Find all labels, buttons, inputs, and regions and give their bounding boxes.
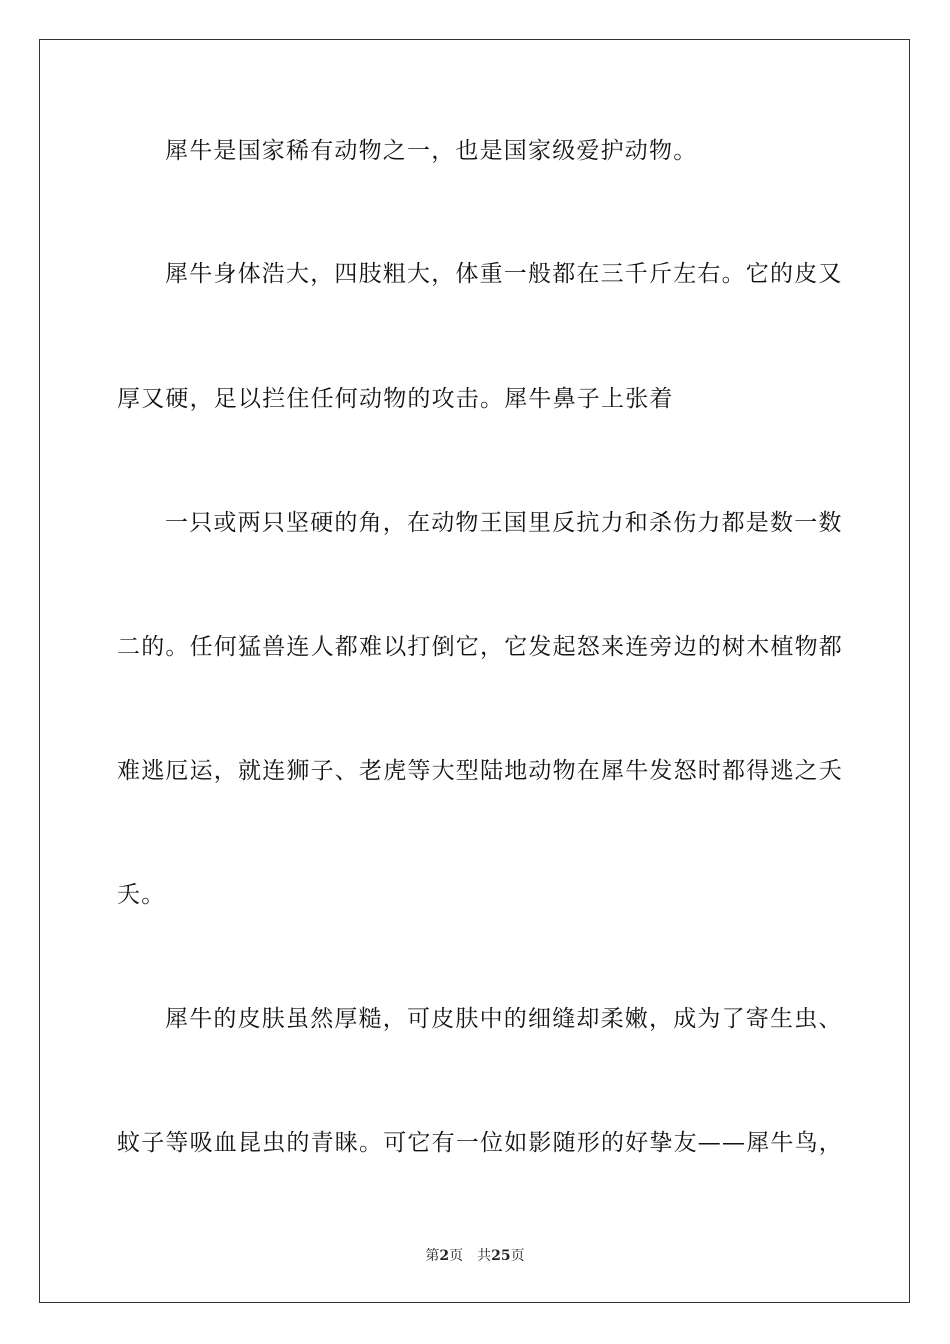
paragraph-line: 难逃厄运，就连狮子、老虎等大型陆地动物在犀牛发怒时都得逃之夭 xyxy=(117,758,843,784)
page-border xyxy=(39,39,910,1303)
footer-middle: 页 共 xyxy=(449,1248,492,1264)
paragraph-line: 犀牛是国家稀有动物之一，也是国家级爱护动物。 xyxy=(165,138,698,164)
paragraph-line: 犀牛的皮肤虽然厚糙，可皮肤中的细缝却柔嫩，成为了寄生虫、 xyxy=(165,1006,843,1032)
page-footer xyxy=(0,1247,950,1265)
footer-prefix: 第 xyxy=(425,1248,440,1264)
paragraph-line: 犀牛身体浩大，四肢粗大，体重一般都在三千斤左右。它的皮又 xyxy=(165,261,843,287)
paragraph-line: 蚊子等吸血昆虫的青睐。可它有一位如影随形的好挚友——犀牛鸟， xyxy=(117,1130,843,1156)
paragraph-line: 一只或两只坚硬的角，在动物王国里反抗力和杀伤力都是数一数 xyxy=(165,510,843,536)
total-page-count: 25 xyxy=(491,1248,511,1264)
footer-suffix: 页 xyxy=(510,1248,525,1264)
current-page-number: 2 xyxy=(439,1248,450,1264)
paragraph-line: 厚又硬，足以拦住任何动物的攻击。犀牛鼻子上张着 xyxy=(117,386,674,412)
paragraph-line: 夭。 xyxy=(117,882,166,908)
paragraph-line: 二的。任何猛兽连人都难以打倒它，它发起怒来连旁边的树木植物都 xyxy=(117,634,843,660)
